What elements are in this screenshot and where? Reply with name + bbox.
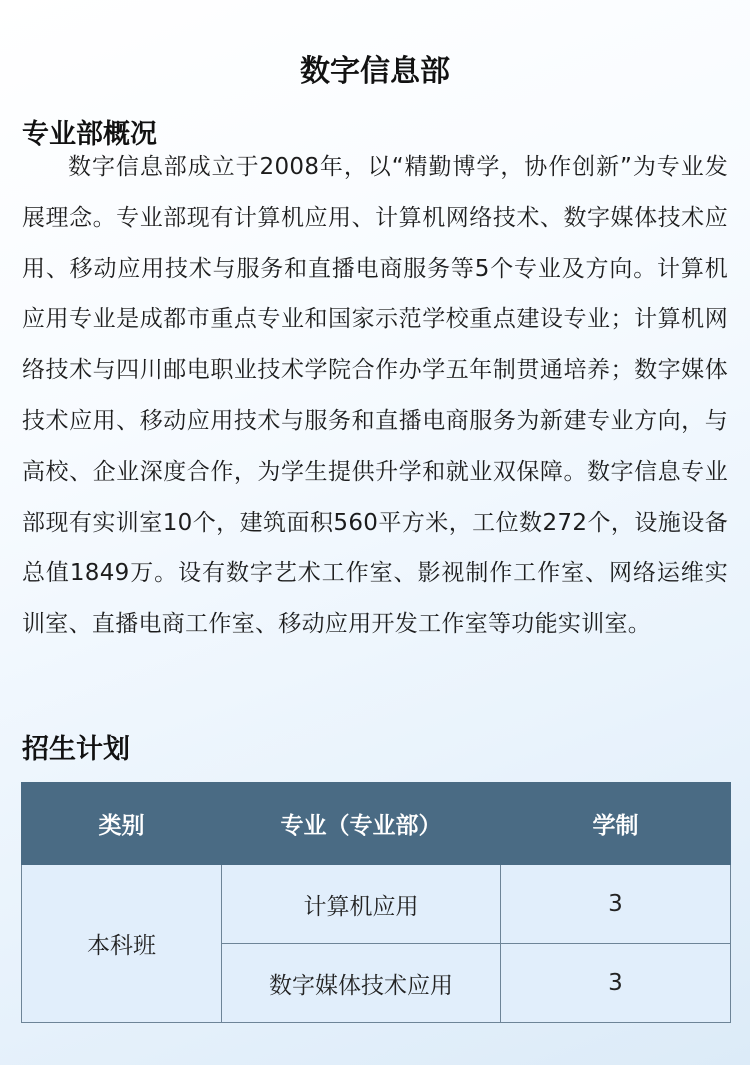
column-header-major: 专业（专业部） — [222, 783, 501, 865]
duration-cell: 3 — [501, 944, 731, 1023]
column-header-duration: 学制 — [501, 783, 731, 865]
overview-paragraph: 数字信息部成立于2008年，以“精勤博学，协作创新”为专业发展理念。专业部现有计算机应用、计算机网络技术、数字媒体技术应用、移动应用技术与服务和直播电商服务等5个专业及方向。计算机应用专业是成都市重点专业和国家示范学校重点建设专业；计算机网络技术与四川邮电职业技术学院合作办学五年制贯通培养；数字媒体技术应用、移动应用技术与服务和直播电商服务为新建专业方向，与高校、企业深度合作，为学生提供升学和就业双保障。数字信息专业部现有实训室10个，建筑面积560平方米，工位数272个，设施设备总值1849万。设有数字艺术工作室、影视制作工作室、网络运维实训室、直播电商工作室、移动应用开发工作室等功能实训室。 — [22, 154, 728, 638]
column-header-category: 类别 — [22, 783, 222, 865]
major-cell: 数字媒体技术应用 — [222, 944, 501, 1023]
enrollment-plan-heading: 招生计划 — [22, 734, 130, 766]
major-cell: 计算机应用 — [222, 865, 501, 944]
table-header-row — [22, 783, 731, 865]
duration-cell: 3 — [501, 865, 731, 944]
page-title: 数字信息部 — [300, 54, 450, 90]
table-row — [22, 865, 731, 944]
enrollment-plan-table — [21, 782, 731, 1023]
category-cell: 本科班 — [22, 865, 222, 1023]
overview-heading: 专业部概况 — [22, 119, 157, 151]
